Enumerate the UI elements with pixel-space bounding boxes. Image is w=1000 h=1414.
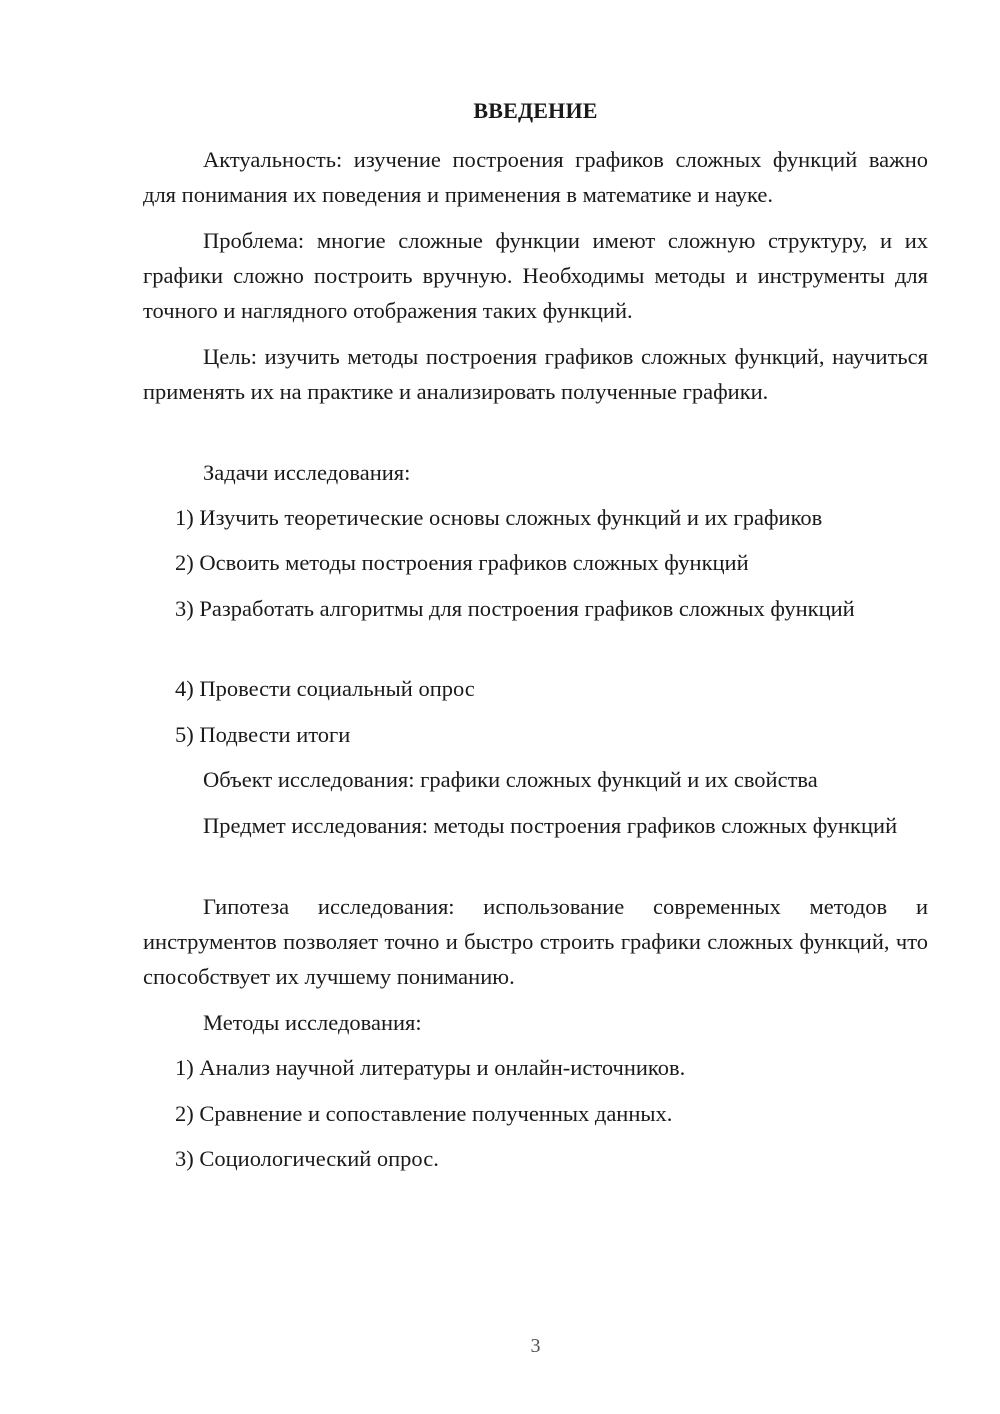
- page-number: 3: [530, 1335, 541, 1357]
- task-item-5: 5) Подвести итоги: [175, 722, 351, 747]
- method-item-3: 3) Социологический опрос.: [175, 1146, 439, 1171]
- hypothesis-paragraph: Гипотеза исследования: использование современных методов и инструментов позволяет точно и быстро строить графики сложных функций, что способствует их лучшему пониманию.: [143, 894, 928, 989]
- methods-title: Методы исследования:: [203, 1010, 422, 1035]
- task-item-4: 4) Провести социальный опрос: [175, 676, 475, 701]
- subject-paragraph: Предмет исследования: методы построения графиков сложных функций: [203, 813, 898, 838]
- goal-paragraph: Цель: изучить методы построения графиков сложных функций, научиться применять их на практике и анализировать полученные графики.: [143, 344, 928, 404]
- page-heading: ВВЕДЕНИЕ: [473, 98, 598, 123]
- tasks-title: Задачи исследования:: [203, 460, 411, 485]
- object-paragraph: Объект исследования: графики сложных функций и их свойства: [203, 767, 818, 792]
- task-item-1: 1) Изучить теоретические основы сложных функций и их графиков: [175, 505, 823, 530]
- method-item-2: 2) Сравнение и сопоставление полученных данных.: [175, 1101, 673, 1126]
- relevance-paragraph: Актуальность: изучение построения графиков сложных функций важно для понимания их поведения и применения в математике и науке.: [143, 147, 928, 207]
- problem-paragraph: Проблема: многие сложные функции имеют сложную структуру, и их графики сложно построить вручную. Необходимы методы и инструменты для точного и наглядного отображения таких функций.: [143, 228, 928, 323]
- task-item-2: 2) Освоить методы построения графиков сложных функций: [175, 550, 749, 575]
- method-item-1: 1) Анализ научной литературы и онлайн-источников.: [175, 1055, 686, 1080]
- task-item-3: 3) Разработать алгоритмы для построения графиков сложных функций: [175, 596, 855, 621]
